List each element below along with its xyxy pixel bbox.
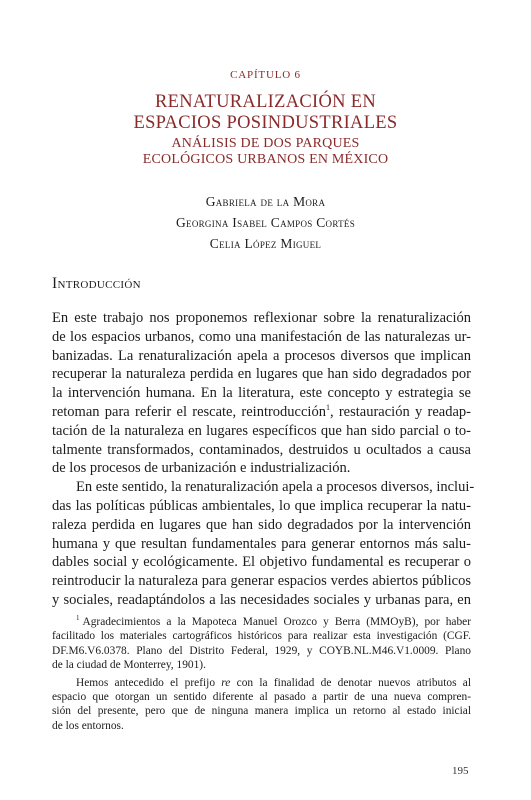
footnote-line-part: Agradecimientos a la Mapoteca Manuel Orozco y Berra (MMOyB), por haber	[82, 616, 471, 628]
chapter-label: CAPÍTULO 6	[230, 69, 301, 81]
footnote	[52, 615, 471, 673]
footnote-line: de la ciudad de Monterrey, 1901).	[52, 659, 206, 672]
paragraph-line: reintroducir la naturaleza para generar espacios verdes abiertos públicos	[52, 573, 471, 590]
footnote	[52, 676, 471, 734]
chapter-title-line: RENATURALIZACIÓN EN	[155, 92, 376, 112]
author-name: Celia López Miguel	[209, 236, 322, 251]
paragraph-line: de los espacios urbanos, como una manifestación de las naturalezas ur-	[52, 328, 471, 345]
footnote-line: espacio que otorgan un sentido diferente al pasado a partir de una nueva compren-	[52, 691, 471, 704]
body-text	[52, 309, 475, 610]
paragraph-line-part: , restauración y readap-	[329, 403, 471, 420]
paragraph-line: raleza perdida en lugares que han sido degradados por la intervención	[52, 516, 471, 533]
footnote-line	[52, 676, 471, 690]
footnote-line: sión del presente, pero que de ninguna manera implica un retorno al estado inicial	[52, 705, 471, 718]
paragraph-line: la intervención humana. En la literatura, este concepto y estrategia se	[52, 385, 471, 402]
footnote-emphasis: re	[221, 676, 231, 689]
section-heading: Introducción	[52, 275, 141, 292]
paragraph-line-part: retoman para referir el rescate, reintroducción	[52, 403, 326, 420]
footnote-line-part: con la finalidad de denotar nuevos atributos al	[230, 676, 471, 689]
footnote-number: 1	[76, 614, 80, 623]
author-name: Georgina Isabel Campos Cortés	[175, 215, 356, 230]
paragraph-line: tación de la naturaleza en lugares específicos que han sido parcial o to-	[52, 422, 471, 439]
paragraph-line: banizadas. La renaturalización apela a procesos diversos que implican	[52, 347, 471, 364]
page-number: 195	[452, 765, 469, 777]
footnote-reference[interactable]: 1	[325, 403, 330, 413]
chapter-title-line: ESPACIOS POSINDUSTRIALES	[133, 113, 398, 133]
paragraph-line: dables social y ecológicamente. El objetivo fundamental es recuperar o	[52, 554, 471, 571]
chapter-subtitle-line: ANÁLISIS DE DOS PARQUES	[171, 136, 360, 151]
chapter-subtitle-line: ECOLÓGICOS URBANOS EN MÉXICO	[142, 152, 389, 167]
footnote-line-part: Hemos antecedido el prefijo	[76, 676, 222, 689]
paragraph-line: En este sentido, la renaturalización apela a procesos diversos, inclui-	[76, 479, 475, 496]
paragraph-line: talmente transformados, contaminados, destruidos u ocultados a causa	[52, 441, 471, 458]
footnote-line: facilitado los materiales cartográficos históricos para realizar esta investigación (CGF.	[52, 630, 471, 643]
author-list	[0, 191, 531, 254]
footnote-line: DF.M6.V6.0378. Plano del Distrito Federal, 1929, y COYB.NL.M46.V1.0009. Plano	[52, 644, 471, 657]
author-name: Gabriela de la Mora	[205, 194, 326, 209]
paragraph-line: recuperar la naturaleza perdida en lugares que han sido degradados por	[52, 366, 471, 383]
paragraph-line: de los procesos de urbanización e industrialización.	[52, 460, 351, 477]
footnote-line: de los entornos.	[52, 719, 124, 732]
chapter-title	[0, 92, 531, 134]
paragraph-line: En este trabajo nos proponemos reflexionar sobre la renaturalización	[52, 310, 471, 326]
paragraph-line: y sociales, readaptándolos a las necesidades sociales y urbanas para, en	[52, 591, 471, 608]
footnotes	[52, 615, 471, 733]
footnote-line	[52, 615, 471, 629]
paragraph-line: das las políticas públicas ambientales, lo que implica recuperar la natu-	[52, 497, 471, 514]
paragraph-line: humana y que resultan fundamentales para generar entornos más salu-	[52, 535, 471, 552]
chapter-subtitle	[0, 136, 531, 168]
paragraph-line	[52, 403, 471, 422]
